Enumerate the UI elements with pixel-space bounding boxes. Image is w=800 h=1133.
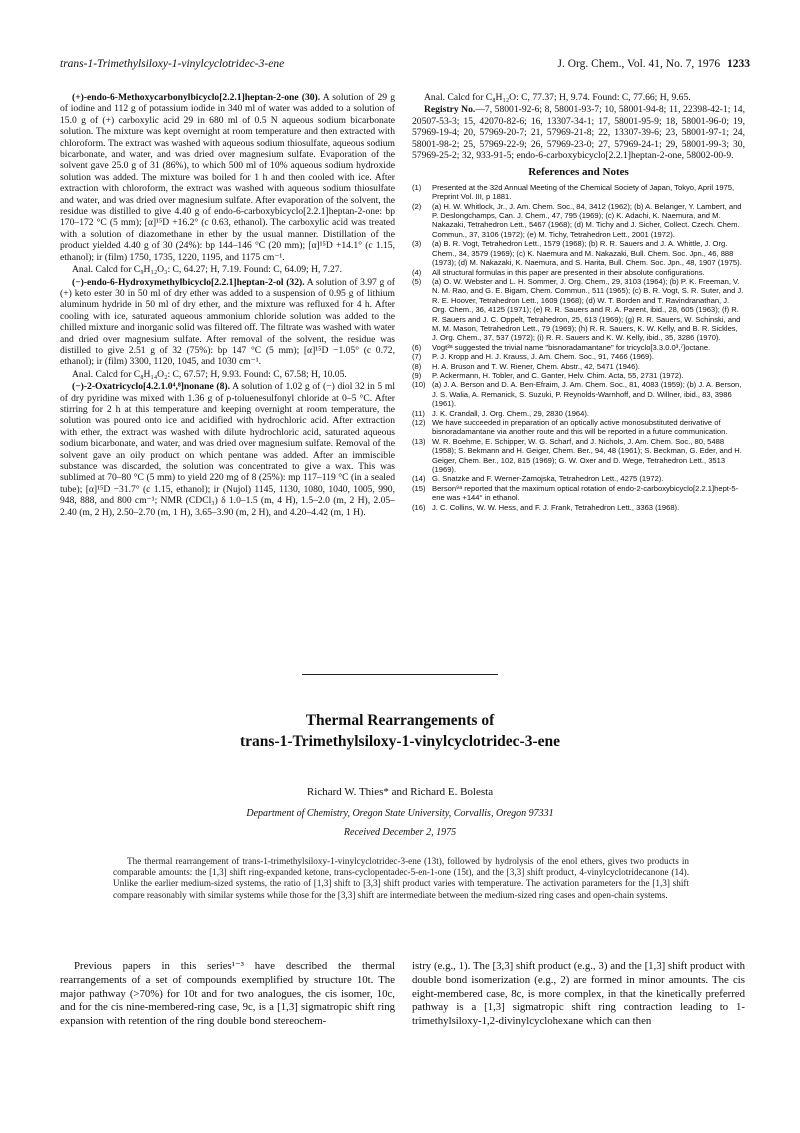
reference-item (412, 362, 745, 371)
registry-numbers (412, 104, 745, 161)
reference-number: (10) (412, 380, 426, 390)
reference-list (412, 183, 745, 512)
reference-item (412, 503, 745, 512)
reference-number: (1) (412, 182, 422, 192)
reference-text: J. C. Collins, W. W. Hess, and F. J. Frank, Tetrahedron Lett., 3363 (1968). (432, 502, 680, 512)
reference-text: Presented at the 32d Annual Meeting of the Chemical Society of Japan, Tokyo, April 1975, Preprint Vol. III, p 1881. (432, 182, 735, 202)
reference-item (412, 277, 745, 343)
analysis-30: Anal. Calcd for C₉H₁₂O₃: C, 64.27; H, 7.19. Found: C, 64.09; H, 7.27. (72, 264, 343, 276)
reference-number: (5) (412, 276, 422, 286)
procedure-30 (60, 92, 395, 263)
abstract: The thermal rearrangement of trans-1-trimethylsiloxy-1-vinylcyclotridec-3-ene (13t), followed by hydrolysis of the enol ethers, gives two products in comparable amounts: the [1,3] shift ring-expanded ketone, trans-cyclopentadec-5-en-1-one (15t), and the [3,3] shift product, 4-vinylcyclotridecanone (14). Unlike the earlier medium-sized systems, the ratio of [1,3] shift to [3,3] shift product varies with temperature. The activation parameters for the [1,3] shift compare reasonably with similar systems while those for the [3,3] shift are intermediate between the medium-sized ring cases and open-chain systems. (113, 856, 689, 900)
reference-number: (3) (412, 239, 422, 249)
reference-text: P. Ackermann, H. Tobler, and C. Ganter, Helv. Chim. Acta, 55, 2731 (1972). (432, 370, 684, 380)
reference-number: (9) (412, 370, 422, 380)
reference-text: Berson⁹ᵃ reported that the maximum optical rotation of endo-2-carboxybicyclo[2.2.1]hept-5-ene was +144° in ethanol. (432, 483, 739, 503)
reference-item (412, 418, 745, 437)
compound-heading: (−)-2-Oxatricyclo[4.2.1.0⁴,⁸]nonane (8). (72, 381, 231, 393)
procedure-text: A solution of 29 g of iodine and 112 g of potassium iodide in 340 ml of water was added to a solution of 15.0 g of (+) carboxylic acid 29 in 680 ml of 0.5 N aqueous sodium bicarbonate solution. The mixture was kept overnight at room temperature and then extracted with chloroform. The extract was washed with aqueous sodium thiosulfate, aqueous sodium bicarbonate, and water, and was dried over magnesium sulfate. Evaporation of the solvent gave 25.0 g of 31 (86%), to which 500 ml of 10% aqueous sodium hydroxide solution was added. The mixture was boiled for 1 h and then cooled with ice. After extraction with chloroform, the extract was washed with aqueous sodium thiosulfate and water, and was dried over magnesium sulfate. After evaporation of the solvent, the residue was distilled to give 4.40 g of endo-6-carboxybicyclo[2.2.1]heptan-2-one: bp 170–172 °C (5 mm); [α]¹⁵D +16.2° (c 0.63, ethanol). The carboxylic acid was treated with a solution of diazomethane in ether by the usual manner. Distillation of the product yielded 4.40 g of 30 (24%): bp 144–146 °C (20 mm); [α]¹⁵D +14.1° (c 1.15, ethanol); ir (film) 1750, 1735, 1220, 1195, and 1175 cm⁻¹. (60, 92, 395, 263)
reference-item (412, 474, 745, 483)
running-header-title: trans-1-Trimethylsiloxy-1-vinylcyclotridec-3-ene (60, 58, 285, 70)
received-date: Received December 2, 1975 (343, 827, 457, 838)
reference-text: (a) O. W. Webster and L. H. Sommer, J. Org. Chem., 29, 3103 (1964); (b) P. K. Freeman, V. N. M. Rao, and G. E. Bigam, Chem. Commun., 511 (1965); (c) B. R. Vogt, S. R. Suter, and J. R. E. Hoover, Tetrahedron Lett., 1609 (1968); (d) W. T. Borden and T. Ravindranathan, J. Org. Chem., 36, 4125 (1971); (e) R. R. Sauers and R. A. Parent, ibid., 28, 605 (1963); (f) R. R. Sauers and J. C. Oppelt, Tetrahedron, 25, 613 (1969); (g) R. R. Sauers, W. Schinski, and M. M. Mason, Tetrahedron Lett., 79 (1969); (h) R. R. Sauers, K. W. Kelly, and B. R. Sickles, J. Org. Chem., 37, 537 (1972); (i) R. R. Sauers and K. W. Kelly, ibid., 35, 3286 (1970). (432, 276, 744, 343)
reference-number: (8) (412, 361, 422, 371)
reference-item (412, 371, 745, 380)
compound-heading: (−)-endo-6-Hydroxymethylbicyclo[2.2.1]heptan-2-ol (32). (72, 276, 305, 288)
left-column (60, 92, 395, 519)
reference-number: (4) (412, 267, 422, 277)
reference-text: Vogt³ᵃ suggested the trivial name "bisnoradamantane" for tricyclo[3.3.0.0³,⁷]octane. (432, 342, 711, 352)
running-header-journal (558, 58, 751, 70)
reference-item (412, 343, 745, 352)
registry-text: —7, 58001-92-6; 8, 58001-93-7; 10, 58001-94-8; 11, 22398-42-1; 14, 20507-53-3; 15, 42070-82-6; 16, 13307-34-1; 17, 58001-95-9; 18, 58001-96-0; 19, 57969-19-4; 20, 57969-20-7; 21, 57969-21-8; 22, 13307-39-6; 23, 58001-97-1; 24, 58001-98-2; 25, 57969-22-9; 26, 57969-23-0; 27, 57969-24-1; 29, 58001-99-3; 30, 57969-25-2; 32, 933-91-5; endo-6-carboxybicyclo[2.2.1]heptan-2-one, 58002-00-9. (412, 104, 746, 162)
right-column (412, 92, 745, 512)
procedure-32 (60, 277, 395, 368)
reference-text: We have succeeded in preparation of an optically active monosubstituted derivative of bisnoradamantane via another route and this will be reported in a future communication. (432, 418, 728, 437)
reference-text: (a) B. R. Vogt, Tetrahedron Lett., 1579 (1968); (b) R. R. Sauers and J. A. Whittle, J. Org. Chem., 34, 3579 (1969); (c) K. Naemura and M. Nakazaki, Bull. Chem. Soc. Jpn., 46, 888 (1973); (d) M. Nakazaki, K. Naemura, and S. Harita, Bull. Chem. Soc. Jpn., 48, 1907 (1975). (432, 239, 742, 268)
reference-number: (11) (412, 408, 425, 418)
reference-item (412, 484, 745, 503)
analysis-8: Anal. Calcd for C₈H₁₂O: C, 77.37; H, 9.74. Found: C, 77.66; H, 9.65. (424, 92, 691, 103)
procedure-text: A solution of 3.97 g of (+) keto ester 30 in 50 ml of dry ether was added to a suspension of 0.95 g of lithium aluminum hydride in 50 ml of dry ether, and the mixture was refluxed for 4 h. After cooling with ice, saturated aqueous ammonium chloride solution was added to the chilled mixture and inorganic solid was filtered off. The filtrate was washed with water and dried over magnesium sulfate. After removal of the solvent, the residue was distilled to give 2.51 g of 32 (75%): bp 147 °C (5 mm); [α]¹⁵D −1.05° (c 0.72, ethanol); ir (film) 3300, 1120, 1045, and 1030 cm⁻¹. (60, 276, 395, 368)
reference-item (412, 380, 745, 408)
reference-text: G. Snatzke and F. Werner-Zamojska, Tetrahedron Lett., 4275 (1972). (432, 474, 664, 484)
reference-item (412, 409, 745, 418)
reference-item (412, 183, 745, 202)
reference-text: P. J. Kropp and H. J. Krauss, J. Am. Chem. Soc., 91, 7466 (1969). (432, 352, 654, 362)
reference-text: J. K. Crandall, J. Org. Chem., 29, 2830 (1964). (432, 408, 590, 418)
journal-citation: J. Org. Chem., Vol. 41, No. 7, 1976 (557, 58, 721, 70)
reference-number: (2) (412, 201, 422, 211)
article-title-line1: Thermal Rearrangements of (305, 712, 495, 729)
compound-heading: (+)-endo-6-Methoxycarbonylbicyclo[2.2.1]heptan-2-one (30). (72, 92, 321, 103)
reference-text: W. R. Boehme, E. Schipper, W. G. Scharf, and J. Nichols, J. Am. Chem. Soc., 80, 5488 (1958); S. Bekmann and H. Geiger, Chem. Ber., 94, 48 (1961); S. Beckman, G. Eder, and H. Geiger, Chem. Ber., 102, 815 (1969); G. W. Oxer and D. Wege, Tetrahedron Lett., 3513 (1969). (432, 436, 742, 475)
reference-number: (7) (412, 352, 422, 362)
affiliation: Department of Chemistry, Oregon State University, Corvallis, Oregon 97331 (246, 808, 554, 819)
analysis-32: Anal. Calcd for C₈H₁₄O₂: C, 67.57; H, 9.93. Found: C, 67.58; H, 10.05. (72, 368, 347, 380)
section-divider (302, 674, 498, 675)
reference-text: (a) H. W. Whitlock, Jr., J. Am. Chem. Soc., 84, 3412 (1962); (b) A. Belanger, Y. Lambert, and P. Deslongchamps, Can. J. Chem., 47, 795 (1969); (c) K. Adachi, K. Naemura, and M. Nakazaki, Tetrahedron Lett., 5467 (1968); (d) M. Tichy and J. Sicher, Collect. Czech. Chem. Commun., 37, 3106 (1972); (e) M. Tichy, Tetrahedron Lett., 2001 (1972). (432, 201, 742, 239)
reference-number: (14) (412, 474, 426, 484)
reference-number: (15) (412, 483, 426, 493)
authors: Richard W. Thies* and Richard E. Bolesta (306, 786, 494, 798)
registry-label: Registry No. (424, 104, 476, 116)
procedure-text: A solution of 1.02 g of (−) diol 32 in 5 ml of dry pyridine was mixed with 1.36 g of p-toluenesulfonyl chloride at 0–5 °C. After stirring for 2 h at this temperature and keeping overnight at room temperature, the solution was poured onto ice and acidified with hydrochloric acid. After extraction with ether, the extract was washed with dilute hydrochloric acid, saturated aqueous sodium bicarbonate, and water, and was dried over magnesium sulfate. Removal of the solvent gave an oily product on which pentane was added. After an immiscible substance was discarded, the solution was concentrated to give a wax. This was sublimed at 70–80 °C (5 mm) to yield 220 mg of 8 (25%): mp 117–119 °C (in a sealed tube); [α]¹⁵D −31.7° (c 1.15, ethanol); ir (Nujol) 1145, 1130, 1080, 1040, 1005, 990, 948, 888, and 800 cm⁻¹; NMR (CDCl₃) δ 1.0–1.5 (m, 4 H), 1.5–2.0 (m, 2 H), 2.05–2.40 (m, 2 H), 2.50–2.70 (m, 1 H), 3.65–3.90 (m, 2 H), and 4.20–4.42 (m, 1 H). (60, 381, 396, 518)
procedure-8 (60, 381, 395, 518)
reference-number: (16) (412, 502, 426, 512)
reference-item (412, 437, 745, 475)
reference-item (412, 202, 745, 240)
reference-item (412, 352, 745, 361)
reference-text: (a) J. A. Berson and D. A. Ben-Efraim, J. Am. Chem. Soc., 81, 4083 (1959); (b) J. A. Berson, J. S. Walia, A. Remanick, S. Suzuki, P. Reynolds-Warnhoff, and D. Willner, ibid., 83, 3986 (1961). (432, 380, 742, 409)
references-heading: References and Notes (528, 166, 629, 179)
reference-number: (12) (412, 418, 426, 427)
reference-number: (6) (412, 342, 422, 352)
article-title-line2: trans-1-Trimethylsiloxy-1-vinylcyclotridec-3-ene (240, 733, 560, 750)
body-paragraph-right: istry (e.g., 1). The [3,3] shift product (e.g., 3) and the [1,3] shift product with double bond isomerization (e.g., 2) are formed in minor amounts. The cis eight-membered case, 8c, is more complex, in that the kinetically preferred pathway is a [1,3] sigmatropic shift ring contraction leading to 1-trimethylsiloxy-1,2-divinylcyclohexane which can then (412, 960, 745, 1028)
body-paragraph-left: Previous papers in this series¹⁻³ have described the thermal rearrangements of a set of compounds exemplified by structure 10t. The major pathway (>70%) for 10t and for two analogues, the cis isomer, 10c, and for the cis nine-membered-ring case, 9c, is a [1,3] sigmatropic shift ring expansion with retention of the ring double bond stereochem- (60, 960, 395, 1028)
reference-text: H. A. Bruson and T. W. Riener, Chem. Abstr., 42, 5471 (1946). (432, 361, 640, 371)
reference-item (412, 268, 745, 277)
reference-text: All structural formulas in this paper are presented in their absolute configurations. (432, 267, 705, 277)
page-number: 1233 (727, 58, 750, 70)
reference-item (412, 239, 745, 267)
reference-number: (13) (412, 436, 426, 446)
